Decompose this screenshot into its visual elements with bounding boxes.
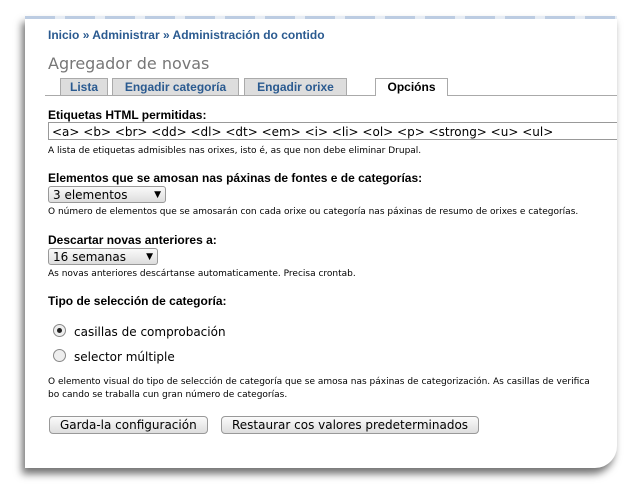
radio-label: selector múltiple (74, 350, 175, 364)
tab-add-feed[interactable]: Engadir orixe (244, 78, 347, 95)
html-tags-label: Etiquetas HTML permitidas: (48, 108, 207, 122)
page (25, 16, 617, 468)
radio-multiple-select[interactable] (53, 349, 175, 364)
items-label: Elementos que se amosan nas páxinas de fontes e de categorías: (48, 171, 423, 185)
discard-description: As novas anteriores descártanse automaticamente. Precisa crontab. (48, 269, 356, 279)
discard-select[interactable] (48, 248, 158, 265)
category-type-description-1: O elemento visual do tipo de selección de categoría que se amosa nas páxinas de categorización. As casillas de verifica (48, 377, 590, 387)
radio-checkboxes[interactable] (53, 324, 226, 339)
category-type-description-2: bo cando se traballa cun gran número de categorías. (48, 390, 288, 400)
category-type-label: Tipo de selección de categoría: (48, 294, 227, 308)
breadcrumb (48, 28, 325, 42)
tab-add-category[interactable]: Engadir categoría (112, 78, 239, 95)
html-tags-description: A lista de etiquetas admisibles nas orixes, isto é, as que non debe eliminar Drupal. (48, 146, 422, 156)
tabs (45, 78, 617, 96)
tab-list[interactable]: Lista (60, 78, 108, 95)
reset-button[interactable]: Restaurar cos valores predeterminados (221, 416, 479, 434)
blurred-header (25, 16, 617, 19)
tab-options[interactable]: Opcións (375, 78, 448, 96)
items-value: 3 elementos (53, 188, 128, 202)
chevron-down-icon: ▼ (146, 252, 153, 262)
radio-checked-icon (53, 324, 66, 337)
radio-label: casillas de comprobación (74, 325, 226, 339)
breadcrumb-home[interactable]: Inicio (48, 28, 80, 42)
items-select[interactable] (48, 186, 166, 203)
save-button[interactable]: Garda-la configuración (49, 416, 208, 434)
html-tags-input[interactable]: <a> <b> <br> <dd> <dl> <dt> <em> <i> <li> <ol> <p> <strong> <u> <ul> (48, 122, 617, 140)
breadcrumb-separator: » (162, 28, 170, 42)
chevron-down-icon: ▼ (154, 190, 161, 200)
discard-value: 16 semanas (53, 250, 126, 264)
radio-unchecked-icon (53, 349, 66, 362)
breadcrumb-content[interactable]: Administración do contido (172, 28, 325, 42)
page-title: Agregador de novas (48, 54, 210, 73)
breadcrumb-administer[interactable]: Administrar (92, 28, 160, 42)
items-description: O número de elementos que se amosarán con cada orixe ou categoría nas páxinas de resumo de orixes e categorías. (48, 207, 579, 217)
breadcrumb-separator: » (82, 28, 90, 42)
discard-label: Descartar novas anteriores a: (48, 233, 217, 247)
